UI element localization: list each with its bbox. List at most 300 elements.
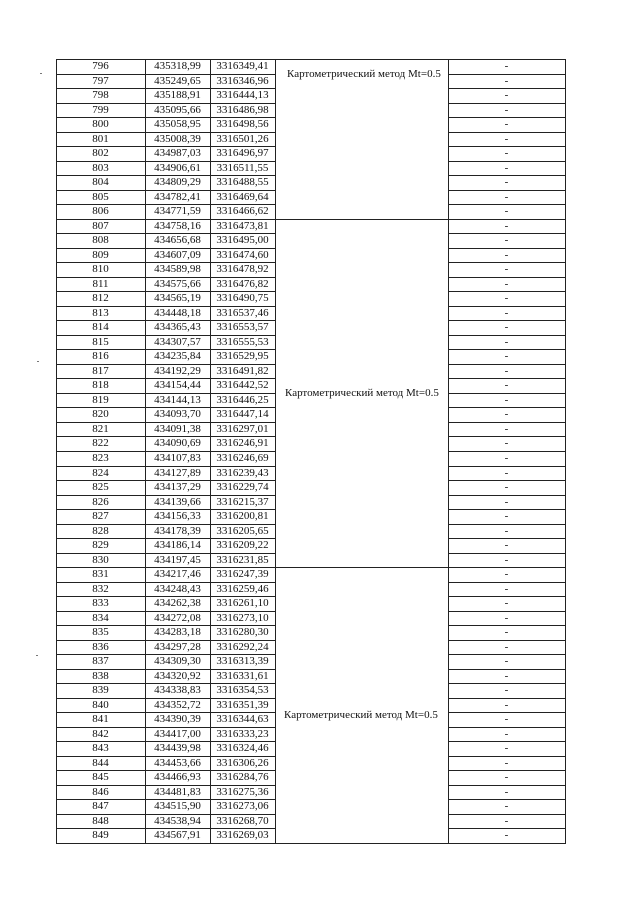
y-coordinate-cell: 3316444,13: [216, 89, 269, 102]
mark-cell: -: [504, 350, 509, 363]
row-divider: [56, 828, 275, 829]
row-divider: [448, 422, 565, 423]
row-divider: [448, 582, 565, 583]
mark-cell: -: [504, 408, 509, 421]
row-divider: [448, 161, 565, 162]
point-number-cell: 826: [92, 495, 109, 508]
row-divider: [448, 495, 565, 496]
mark-cell: -: [504, 393, 509, 406]
mark-cell: -: [504, 698, 509, 711]
point-number-cell: 813: [92, 306, 109, 319]
row-divider: [56, 320, 275, 321]
point-number-cell: 841: [92, 713, 109, 726]
row-divider: [448, 785, 565, 786]
row-divider: [448, 480, 565, 481]
x-coordinate-cell: 434589,98: [154, 263, 201, 276]
x-coordinate-cell: 434567,91: [154, 829, 201, 842]
point-number-cell: 801: [92, 132, 109, 145]
row-divider: [448, 712, 565, 713]
x-coordinate-cell: 434782,41: [154, 190, 201, 203]
mark-cell: -: [504, 626, 509, 639]
mark-cell: -: [504, 742, 509, 755]
row-divider: [56, 175, 275, 176]
point-number-cell: 802: [92, 147, 109, 160]
point-number-cell: 804: [92, 176, 109, 189]
y-coordinate-cell: 3316259,46: [216, 582, 269, 595]
mark-cell: -: [504, 132, 509, 145]
row-divider: [56, 741, 275, 742]
row-divider: [56, 146, 275, 147]
row-divider: [56, 553, 275, 554]
y-coordinate-cell: 3316280,30: [216, 626, 269, 639]
row-divider: [448, 654, 565, 655]
mark-cell: -: [504, 495, 509, 508]
row-divider: [448, 233, 565, 234]
point-number-cell: 820: [92, 408, 109, 421]
mark-cell: -: [504, 306, 509, 319]
method-label: Картометрический метод Mt=0.5: [287, 68, 441, 80]
y-coordinate-cell: 3316490,75: [216, 292, 269, 305]
row-divider: [56, 596, 275, 597]
row-divider: [448, 509, 565, 510]
row-divider: [56, 770, 275, 771]
mark-cell: -: [504, 118, 509, 131]
x-coordinate-cell: 434481,83: [154, 785, 201, 798]
x-coordinate-cell: 434448,18: [154, 306, 201, 319]
x-coordinate-cell: 434090,69: [154, 437, 201, 450]
point-number-cell: 847: [92, 800, 109, 813]
row-divider: [448, 727, 565, 728]
x-coordinate-cell: 434656,68: [154, 234, 201, 247]
point-number-cell: 845: [92, 771, 109, 784]
y-coordinate-cell: 3316246,91: [216, 437, 269, 450]
mark-cell: -: [504, 785, 509, 798]
row-divider: [448, 291, 565, 292]
x-coordinate-cell: 434575,66: [154, 277, 201, 290]
point-number-cell: 807: [92, 219, 109, 232]
row-divider: [56, 349, 275, 350]
row-divider: [448, 262, 565, 263]
point-number-cell: 838: [92, 669, 109, 682]
method-label: Картометрический метод Mt=0.5: [284, 709, 438, 721]
row-divider: [56, 756, 275, 757]
point-number-cell: 815: [92, 335, 109, 348]
x-coordinate-cell: 434466,93: [154, 771, 201, 784]
x-coordinate-cell: 434217,46: [154, 568, 201, 581]
row-divider: [56, 814, 275, 815]
row-divider: [448, 466, 565, 467]
x-coordinate-cell: 434365,43: [154, 321, 201, 334]
row-divider: [56, 640, 275, 641]
point-number-cell: 809: [92, 248, 109, 261]
row-divider: [448, 335, 565, 336]
row-divider: [275, 219, 448, 220]
y-coordinate-cell: 3316488,55: [216, 176, 269, 189]
point-number-cell: 830: [92, 553, 109, 566]
mark-cell: -: [504, 190, 509, 203]
row-divider: [56, 88, 275, 89]
y-coordinate-cell: 3316474,60: [216, 248, 269, 261]
row-divider: [56, 161, 275, 162]
y-coordinate-cell: 3316537,46: [216, 306, 269, 319]
row-divider: [56, 219, 275, 220]
row-divider: [56, 190, 275, 191]
mark-cell: -: [504, 234, 509, 247]
row-divider: [56, 799, 275, 800]
x-coordinate-cell: 434607,09: [154, 248, 201, 261]
row-divider: [56, 422, 275, 423]
mark-cell: -: [504, 539, 509, 552]
point-number-cell: 828: [92, 524, 109, 537]
row-divider: [56, 132, 275, 133]
y-coordinate-cell: 3316268,70: [216, 814, 269, 827]
mark-cell: -: [504, 568, 509, 581]
x-coordinate-cell: 434093,70: [154, 408, 201, 421]
x-coordinate-cell: 434338,83: [154, 684, 201, 697]
mark-cell: -: [504, 422, 509, 435]
mark-cell: -: [504, 684, 509, 697]
y-coordinate-cell: 3316215,37: [216, 495, 269, 508]
row-divider: [56, 712, 275, 713]
row-divider: [56, 407, 275, 408]
column-divider: [145, 59, 146, 844]
row-divider: [448, 640, 565, 641]
x-coordinate-cell: 434771,59: [154, 205, 201, 218]
y-coordinate-cell: 3316273,10: [216, 611, 269, 624]
x-coordinate-cell: 435095,66: [154, 103, 201, 116]
row-divider: [56, 524, 275, 525]
row-divider: [448, 828, 565, 829]
mark-cell: -: [504, 466, 509, 479]
y-coordinate-cell: 3316496,97: [216, 147, 269, 160]
row-divider: [56, 59, 565, 60]
point-number-cell: 833: [92, 597, 109, 610]
row-divider: [56, 364, 275, 365]
y-coordinate-cell: 3316495,00: [216, 234, 269, 247]
x-coordinate-cell: 434186,14: [154, 539, 201, 552]
mark-cell: -: [504, 277, 509, 290]
row-divider: [56, 538, 275, 539]
row-divider: [56, 393, 275, 394]
mark-cell: -: [504, 597, 509, 610]
mark-cell: -: [504, 829, 509, 842]
x-coordinate-cell: 435318,99: [154, 60, 201, 72]
y-coordinate-cell: 3316346,96: [216, 74, 269, 87]
y-coordinate-cell: 3316446,25: [216, 393, 269, 406]
row-divider: [448, 756, 565, 757]
x-coordinate-cell: 434156,33: [154, 510, 201, 523]
x-coordinate-cell: 434565,19: [154, 292, 201, 305]
y-coordinate-cell: 3316306,26: [216, 756, 269, 769]
x-coordinate-cell: 434809,29: [154, 176, 201, 189]
x-coordinate-cell: 434091,38: [154, 422, 201, 435]
row-divider: [56, 262, 275, 263]
y-coordinate-cell: 3316284,76: [216, 771, 269, 784]
row-divider: [448, 407, 565, 408]
y-coordinate-cell: 3316553,57: [216, 321, 269, 334]
point-number-cell: 811: [92, 277, 109, 290]
y-coordinate-cell: 3316231,85: [216, 553, 269, 566]
point-number-cell: 822: [92, 437, 109, 450]
x-coordinate-cell: 434515,90: [154, 800, 201, 813]
row-divider: [448, 596, 565, 597]
point-number-cell: 797: [92, 74, 109, 87]
point-number-cell: 805: [92, 190, 109, 203]
mark-cell: -: [504, 74, 509, 87]
row-divider: [448, 349, 565, 350]
row-divider: [275, 567, 448, 568]
column-divider: [448, 59, 449, 844]
x-coordinate-cell: 434137,29: [154, 481, 201, 494]
row-divider: [56, 74, 275, 75]
y-coordinate-cell: 3316349,41: [216, 60, 269, 72]
row-divider: [448, 248, 565, 249]
row-divider: [448, 364, 565, 365]
point-number-cell: 836: [92, 640, 109, 653]
row-divider: [56, 625, 275, 626]
y-coordinate-cell: 3316247,39: [216, 568, 269, 581]
row-divider: [448, 103, 565, 104]
speck: [37, 361, 39, 362]
column-divider: [275, 59, 276, 844]
y-coordinate-cell: 3316486,98: [216, 103, 269, 116]
row-divider: [56, 785, 275, 786]
point-number-cell: 839: [92, 684, 109, 697]
row-divider: [448, 625, 565, 626]
row-divider: [448, 451, 565, 452]
row-divider: [448, 88, 565, 89]
mark-cell: -: [504, 582, 509, 595]
row-divider: [448, 219, 565, 220]
row-divider: [448, 277, 565, 278]
row-divider: [56, 451, 275, 452]
x-coordinate-cell: 434417,00: [154, 727, 201, 740]
point-number-cell: 812: [92, 292, 109, 305]
mark-cell: -: [504, 756, 509, 769]
row-divider: [448, 146, 565, 147]
mark-cell: -: [504, 524, 509, 537]
row-divider: [448, 611, 565, 612]
row-divider: [448, 799, 565, 800]
speck: [40, 73, 42, 74]
point-number-cell: 816: [92, 350, 109, 363]
y-coordinate-cell: 3316297,01: [216, 422, 269, 435]
mark-cell: -: [504, 771, 509, 784]
y-coordinate-cell: 3316273,06: [216, 800, 269, 813]
mark-cell: -: [504, 800, 509, 813]
mark-cell: -: [504, 437, 509, 450]
row-divider: [448, 132, 565, 133]
row-divider: [56, 248, 275, 249]
column-divider: [210, 59, 211, 844]
row-divider: [56, 480, 275, 481]
row-divider: [56, 335, 275, 336]
y-coordinate-cell: 3316209,22: [216, 539, 269, 552]
mark-cell: -: [504, 510, 509, 523]
row-divider: [56, 466, 275, 467]
point-number-cell: 846: [92, 785, 109, 798]
point-number-cell: 827: [92, 510, 109, 523]
row-divider: [56, 378, 275, 379]
x-coordinate-cell: 434107,83: [154, 452, 201, 464]
row-divider: [56, 103, 275, 104]
x-coordinate-cell: 434283,18: [154, 626, 201, 639]
y-coordinate-cell: 3316324,46: [216, 742, 269, 755]
y-coordinate-cell: 3316261,10: [216, 597, 269, 610]
y-coordinate-cell: 3316200,81: [216, 510, 269, 523]
y-coordinate-cell: 3316239,43: [216, 466, 269, 479]
x-coordinate-cell: 434262,38: [154, 597, 201, 610]
x-coordinate-cell: 434178,39: [154, 524, 201, 537]
row-divider: [448, 378, 565, 379]
mark-cell: -: [504, 640, 509, 653]
point-number-cell: 832: [92, 582, 109, 595]
row-divider: [56, 306, 275, 307]
x-coordinate-cell: 434197,45: [154, 553, 201, 566]
y-coordinate-cell: 3316275,36: [216, 785, 269, 798]
point-number-cell: 824: [92, 466, 109, 479]
point-number-cell: 803: [92, 161, 109, 174]
x-coordinate-cell: 434154,44: [154, 379, 201, 392]
mark-cell: -: [504, 481, 509, 494]
row-divider: [56, 277, 275, 278]
column-divider: [56, 59, 57, 844]
y-coordinate-cell: 3316476,82: [216, 277, 269, 290]
y-coordinate-cell: 3316205,65: [216, 524, 269, 537]
x-coordinate-cell: 434192,29: [154, 364, 201, 377]
row-divider: [56, 582, 275, 583]
row-divider: [56, 436, 275, 437]
row-divider: [56, 727, 275, 728]
row-divider: [448, 538, 565, 539]
y-coordinate-cell: 3316501,26: [216, 132, 269, 145]
point-number-cell: 842: [92, 727, 109, 740]
x-coordinate-cell: 435008,39: [154, 132, 201, 145]
y-coordinate-cell: 3316344,63: [216, 713, 269, 726]
point-number-cell: 848: [92, 814, 109, 827]
x-coordinate-cell: 434906,61: [154, 161, 201, 174]
y-coordinate-cell: 3316478,92: [216, 263, 269, 276]
point-number-cell: 831: [92, 568, 109, 581]
row-divider: [56, 509, 275, 510]
point-number-cell: 840: [92, 698, 109, 711]
row-divider: [56, 291, 275, 292]
x-coordinate-cell: 434987,03: [154, 147, 201, 160]
mark-cell: -: [504, 219, 509, 232]
column-divider: [565, 59, 566, 844]
row-divider: [56, 843, 565, 844]
point-number-cell: 818: [92, 379, 109, 392]
method-label: Картометрический метод Mt=0.5: [285, 387, 439, 399]
mark-cell: -: [504, 292, 509, 305]
y-coordinate-cell: 3316292,24: [216, 640, 269, 653]
mark-cell: -: [504, 814, 509, 827]
row-divider: [56, 611, 275, 612]
row-divider: [448, 436, 565, 437]
mark-cell: -: [504, 89, 509, 102]
mark-cell: -: [504, 452, 509, 464]
point-number-cell: 799: [92, 103, 109, 116]
mark-cell: -: [504, 60, 509, 72]
row-divider: [448, 190, 565, 191]
point-number-cell: 810: [92, 263, 109, 276]
x-coordinate-cell: 434144,13: [154, 393, 201, 406]
point-number-cell: 834: [92, 611, 109, 624]
point-number-cell: 806: [92, 205, 109, 218]
mark-cell: -: [504, 176, 509, 189]
mark-cell: -: [504, 248, 509, 261]
row-divider: [448, 683, 565, 684]
x-coordinate-cell: 434235,84: [154, 350, 201, 363]
x-coordinate-cell: 434272,08: [154, 611, 201, 624]
y-coordinate-cell: 3316447,14: [216, 408, 269, 421]
x-coordinate-cell: 435188,91: [154, 89, 201, 102]
mark-cell: -: [504, 321, 509, 334]
mark-cell: -: [504, 727, 509, 740]
point-number-cell: 823: [92, 452, 109, 464]
point-number-cell: 844: [92, 756, 109, 769]
y-coordinate-cell: 3316351,39: [216, 698, 269, 711]
row-divider: [448, 553, 565, 554]
row-divider: [448, 175, 565, 176]
row-divider: [448, 698, 565, 699]
x-coordinate-cell: 434139,66: [154, 495, 201, 508]
row-divider: [56, 117, 275, 118]
point-number-cell: 798: [92, 89, 109, 102]
mark-cell: -: [504, 147, 509, 160]
x-coordinate-cell: 434127,89: [154, 466, 201, 479]
mark-cell: -: [504, 379, 509, 392]
x-coordinate-cell: 435058,95: [154, 118, 201, 131]
row-divider: [448, 741, 565, 742]
row-divider: [56, 669, 275, 670]
y-coordinate-cell: 3316469,64: [216, 190, 269, 203]
mark-cell: -: [504, 611, 509, 624]
speck: [36, 655, 38, 656]
x-coordinate-cell: 434758,16: [154, 219, 201, 232]
point-number-cell: 825: [92, 481, 109, 494]
point-number-cell: 800: [92, 118, 109, 131]
y-coordinate-cell: 3316442,52: [216, 379, 269, 392]
row-divider: [448, 669, 565, 670]
x-coordinate-cell: 434309,30: [154, 655, 201, 668]
y-coordinate-cell: 3316333,23: [216, 727, 269, 740]
y-coordinate-cell: 3316466,62: [216, 205, 269, 218]
point-number-cell: 849: [92, 829, 109, 842]
x-coordinate-cell: 435249,65: [154, 74, 201, 87]
point-number-cell: 837: [92, 655, 109, 668]
point-number-cell: 796: [92, 60, 109, 72]
row-divider: [448, 204, 565, 205]
y-coordinate-cell: 3316491,82: [216, 364, 269, 377]
point-number-cell: 817: [92, 364, 109, 377]
y-coordinate-cell: 3316473,81: [216, 219, 269, 232]
row-divider: [448, 393, 565, 394]
row-divider: [56, 654, 275, 655]
x-coordinate-cell: 434453,66: [154, 756, 201, 769]
y-coordinate-cell: 3316246,69: [216, 452, 269, 464]
point-number-cell: 808: [92, 234, 109, 247]
mark-cell: -: [504, 205, 509, 218]
x-coordinate-cell: 434307,57: [154, 335, 201, 348]
mark-cell: -: [504, 669, 509, 682]
y-coordinate-cell: 3316555,53: [216, 335, 269, 348]
y-coordinate-cell: 3316269,03: [216, 829, 269, 842]
row-divider: [56, 698, 275, 699]
y-coordinate-cell: 3316229,74: [216, 481, 269, 494]
point-number-cell: 814: [92, 321, 109, 334]
mark-cell: -: [504, 655, 509, 668]
